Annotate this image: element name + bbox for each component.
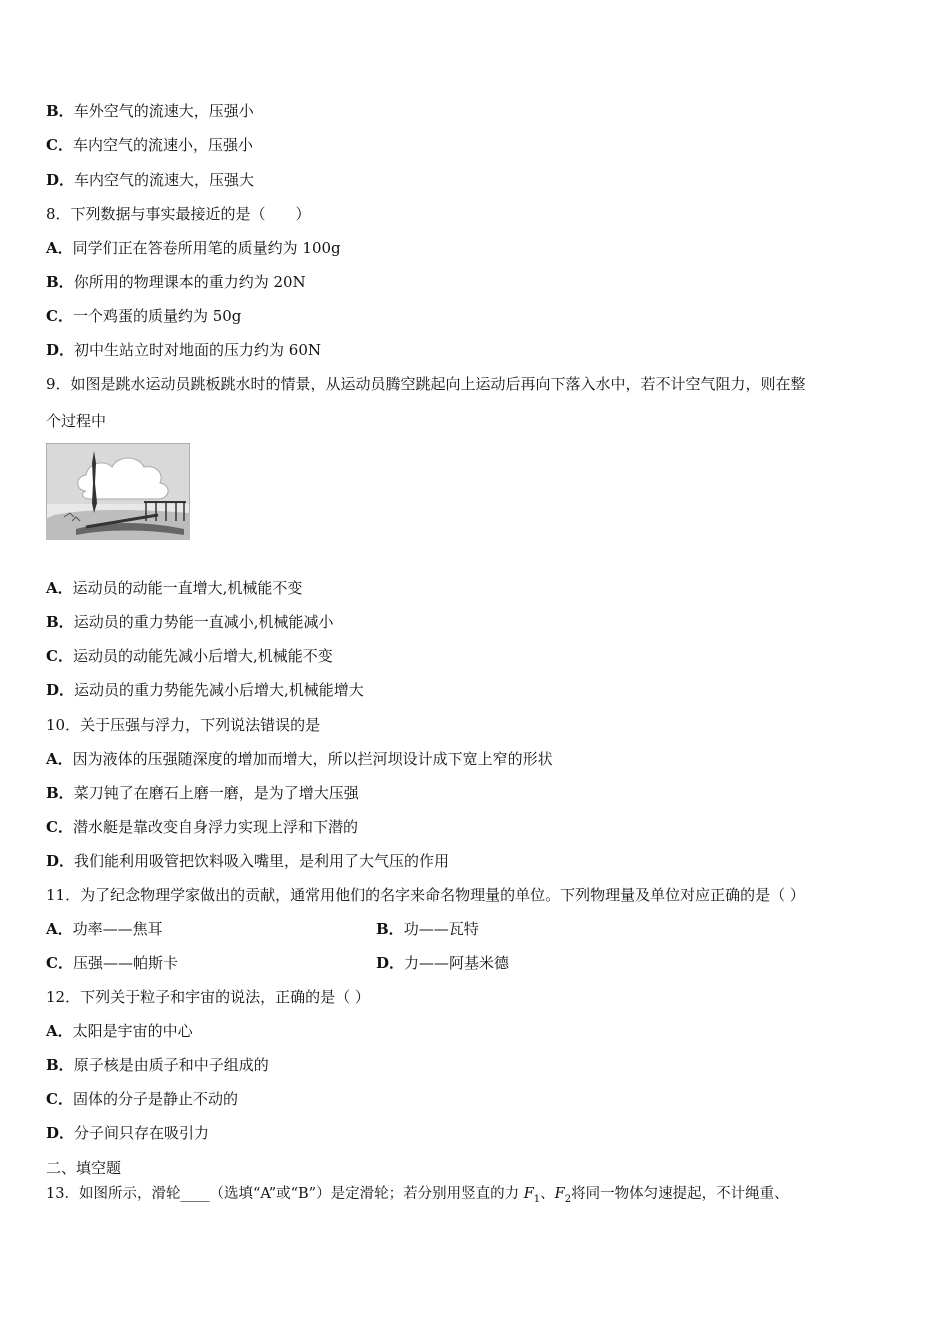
- q8-option-a: A．同学们正在答卷所用笔的质量约为 100g: [46, 239, 341, 257]
- diving-figure: [46, 443, 190, 540]
- q12-option-a: A．太阳是宇宙的中心: [46, 1022, 193, 1040]
- q8-option-b: B．你所用的物理课本的重力约为 20N: [46, 273, 306, 291]
- q12-stem: 12．下列关于粒子和宇宙的说法，正确的是（ ）: [46, 988, 370, 1006]
- q8-option-c: C．一个鸡蛋的质量约为 50g: [46, 307, 242, 325]
- q11-stem: 11．为了纪念物理学家做出的贡献，通常用他们的名字来命名物理量的单位。下列物理量及单位对应正确的是（ ）: [46, 886, 805, 904]
- q12-option-d: D．分子间只存在吸引力: [46, 1124, 210, 1142]
- q10-option-a: A．因为液体的压强随深度的增加而增大，所以拦河坝设计成下宽上窄的形状: [46, 750, 553, 768]
- q9-option-c: C．运动员的动能先减小后增大,机械能不变: [46, 647, 333, 665]
- q7-option-b: B．车外空气的流速大，压强小: [46, 102, 254, 120]
- q11-option-a: A．功率——焦耳: [46, 920, 163, 938]
- q12-option-c: C．固体的分子是静止不动的: [46, 1090, 238, 1108]
- q11-option-d: D．力——阿基米德: [376, 954, 510, 972]
- q7-option-c: C．车内空气的流速小，压强小: [46, 136, 253, 154]
- q11-option-c: C．压强——帕斯卡: [46, 954, 178, 972]
- q11-option-b: B．功——瓦特: [376, 920, 479, 938]
- q9-stem-line1: 9．如图是跳水运动员跳板跳水时的情景，从运动员腾空跳起向上运动后再向下落入水中，若不计空气阻力，则在整: [46, 375, 806, 393]
- q13-stem: 13．如图所示，滑轮____（选填“A”或“B”）是定滑轮；若分别用竖直的力 $F_1$、$F_2$将同一物体匀速提起，不计绳重、: [46, 1186, 789, 1205]
- q10-option-d: D．我们能利用吸管把饮料吸入嘴里，是利用了大气压的作用: [46, 852, 450, 870]
- q9-option-b: B．运动员的重力势能一直减小,机械能减小: [46, 613, 334, 631]
- q7-option-d: D．车内空气的流速大，压强大: [46, 171, 255, 189]
- section-heading-fill-in: 二、填空题: [46, 1159, 122, 1177]
- q10-option-c: C．潜水艇是靠改变自身浮力实现上浮和下潜的: [46, 818, 358, 836]
- q10-stem: 10．关于压强与浮力，下列说法错误的是: [46, 716, 321, 734]
- q9-option-a: A．运动员的动能一直增大,机械能不变: [46, 579, 303, 597]
- q8-option-d: D．初中生站立时对地面的压力约为 60N: [46, 341, 321, 359]
- q9-option-d: D．运动员的重力势能先减小后增大,机械能增大: [46, 681, 364, 699]
- q10-option-b: B．菜刀钝了在磨石上磨一磨，是为了增大压强: [46, 784, 359, 802]
- q8-stem: 8．下列数据与事实最接近的是（ ）: [46, 205, 311, 223]
- q12-option-b: B．原子核是由质子和中子组成的: [46, 1056, 269, 1074]
- q9-stem-line2: 个过程中: [46, 412, 107, 430]
